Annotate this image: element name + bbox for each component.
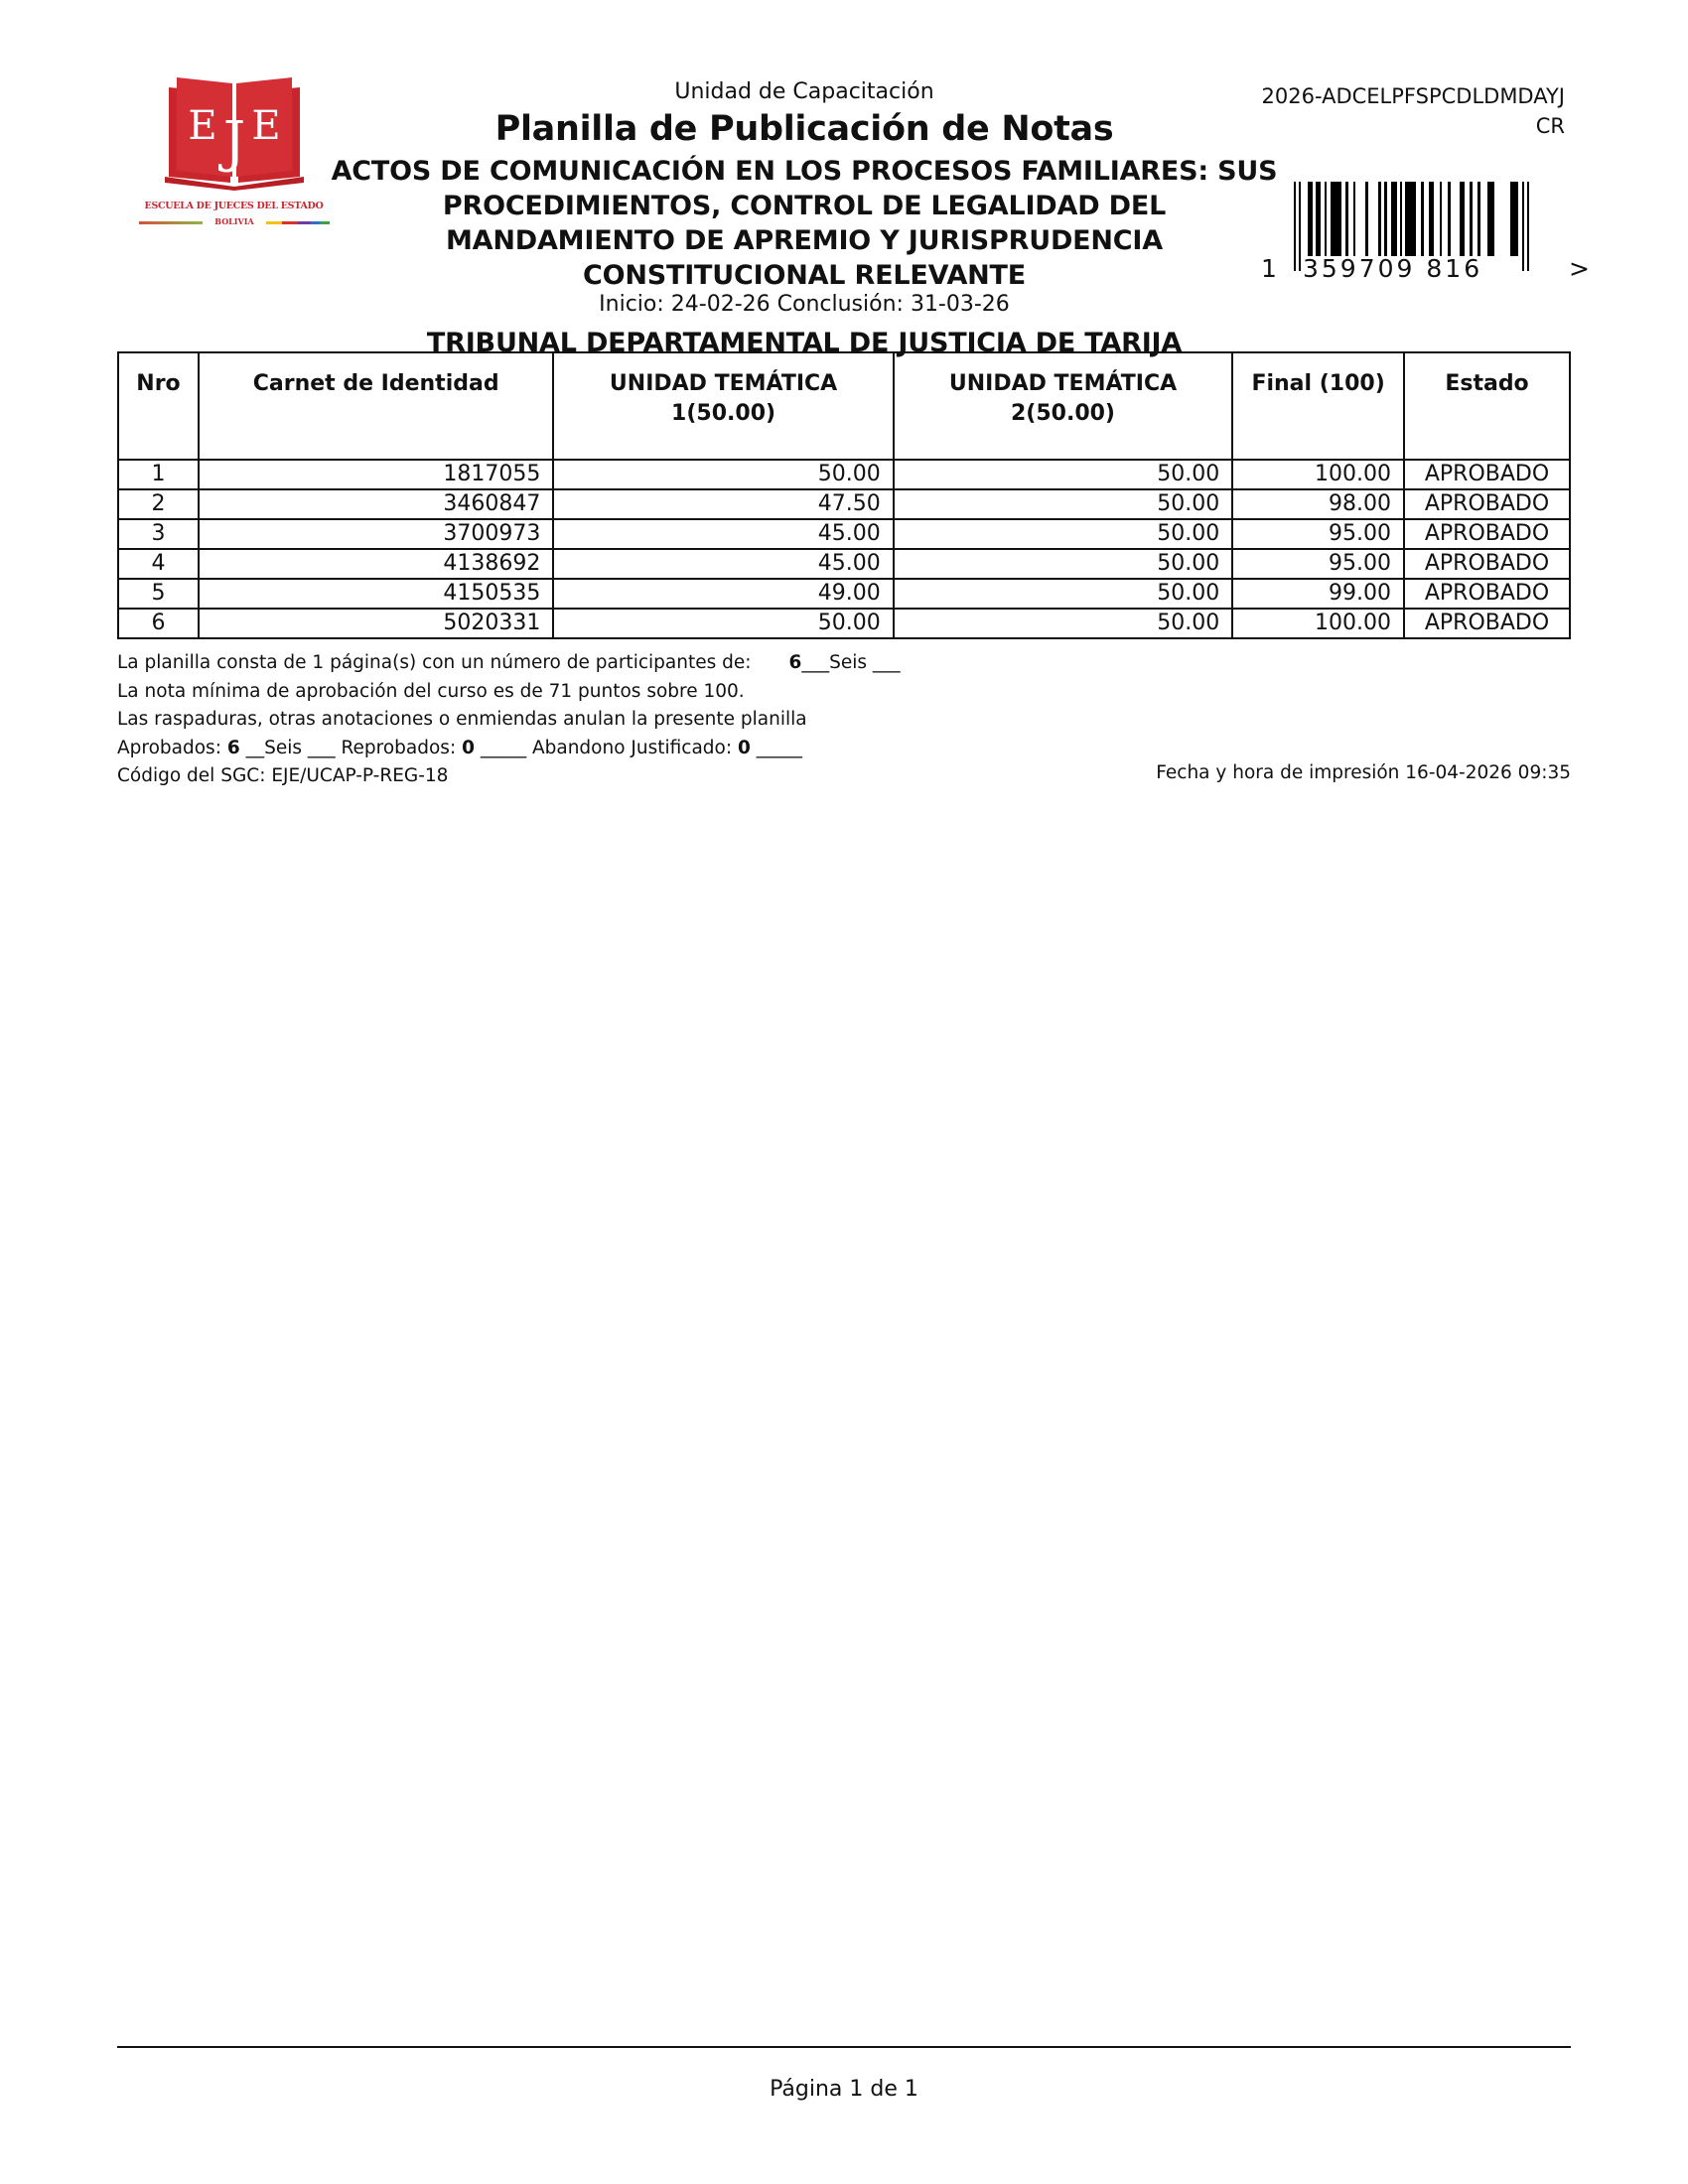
cell-final: 98.00 bbox=[1232, 489, 1404, 519]
cell-final: 100.00 bbox=[1232, 609, 1404, 638]
course-title-line-3: MANDAMIENTO DE APREMIO Y JURISPRUDENCIA bbox=[446, 225, 1163, 256]
cell-final: 95.00 bbox=[1232, 519, 1404, 549]
table-row bbox=[118, 549, 1570, 579]
print-timestamp: Fecha y hora de impresión 16-04-2026 09:35 bbox=[1156, 762, 1571, 783]
cell-nro: 6 bbox=[118, 609, 199, 638]
logo-country-row bbox=[137, 216, 331, 228]
svg-text:E: E bbox=[188, 103, 217, 149]
cell-final: 95.00 bbox=[1232, 549, 1404, 579]
course-title bbox=[328, 154, 1281, 298]
barcode-trailer: > bbox=[1569, 254, 1590, 283]
cell-nro: 4 bbox=[118, 549, 199, 579]
cell-unidad-1: 49.00 bbox=[553, 579, 893, 609]
logo-caption: ESCUELA DE JUECES DEL ESTADO bbox=[144, 201, 324, 211]
col-header-carnet: Carnet de Identidad bbox=[199, 352, 553, 460]
table-row bbox=[118, 519, 1570, 549]
document-code: 2026-ADCELPFSPCDLDMDAYJCR bbox=[1261, 84, 1565, 138]
cell-unidad-1: 50.00 bbox=[553, 460, 893, 489]
cell-final: 100.00 bbox=[1232, 460, 1404, 489]
cell-estado: APROBADO bbox=[1404, 489, 1570, 519]
table-row bbox=[118, 579, 1570, 609]
cell-unidad-2: 50.00 bbox=[894, 489, 1232, 519]
failed-count: 0 bbox=[462, 737, 475, 758]
cell-estado: APROBADO bbox=[1404, 549, 1570, 579]
col-header-final: Final (100) bbox=[1232, 352, 1404, 460]
table-row bbox=[118, 460, 1570, 489]
cell-nro: 2 bbox=[118, 489, 199, 519]
svg-text:J: J bbox=[222, 110, 246, 175]
cell-carnet: 4138692 bbox=[199, 549, 553, 579]
col-header-unidad-2: UNIDAD TEMÁTICA 2(50.00) bbox=[894, 352, 1232, 460]
cell-unidad-1: 45.00 bbox=[553, 549, 893, 579]
cell-unidad-2: 50.00 bbox=[894, 609, 1232, 638]
col-header-estado: Estado bbox=[1404, 352, 1570, 460]
cell-nro: 5 bbox=[118, 579, 199, 609]
cell-carnet: 5020331 bbox=[199, 609, 553, 638]
course-dates: Inicio: 24-02-26 Conclusión: 31-03-26 bbox=[599, 292, 1010, 317]
barcode-first-digit: 1 bbox=[1261, 254, 1277, 283]
page-title: Planilla de Publicación de Notas bbox=[494, 109, 1114, 149]
cell-carnet: 4150535 bbox=[199, 579, 553, 609]
flag-stripe-left bbox=[139, 221, 203, 224]
cell-unidad-2: 50.00 bbox=[894, 549, 1232, 579]
cell-estado: APROBADO bbox=[1404, 609, 1570, 638]
grades-table bbox=[117, 351, 1571, 639]
cell-unidad-1: 50.00 bbox=[553, 609, 893, 638]
cell-carnet: 3460847 bbox=[199, 489, 553, 519]
abandon-count: 0 bbox=[737, 737, 751, 758]
col-header-nro: Nro bbox=[118, 352, 199, 460]
warning-line: Las raspaduras, otras anotaciones o enmiendas anulan la presente planilla bbox=[117, 709, 807, 730]
tribunal-name: TRIBUNAL DEPARTAMENTAL DE JUSTICIA DE TARIJA bbox=[426, 328, 1183, 358]
svg-text:E: E bbox=[251, 103, 281, 149]
cell-unidad-2: 50.00 bbox=[894, 579, 1232, 609]
cell-estado: APROBADO bbox=[1404, 579, 1570, 609]
cell-unidad-1: 47.50 bbox=[553, 489, 893, 519]
open-book-icon bbox=[165, 77, 304, 191]
cell-final: 99.00 bbox=[1232, 579, 1404, 609]
min-grade-line: La nota mínima de aprobación del curso es de 71 puntos sobre 100. bbox=[117, 680, 745, 702]
cell-carnet: 1817055 bbox=[199, 460, 553, 489]
course-title-line-2: PROCEDIMIENTOS, CONTROL DE LEGALIDAD DEL bbox=[442, 191, 1167, 221]
participants-line: La planilla consta de 1 página(s) con un número de participantes de: 6___Seis ___ bbox=[117, 652, 901, 673]
approved-count: 6 bbox=[226, 737, 240, 758]
footer-divider bbox=[117, 2046, 1571, 2048]
wiphala-stripe-right bbox=[266, 221, 330, 224]
cell-unidad-2: 50.00 bbox=[894, 460, 1232, 489]
table-row bbox=[118, 489, 1570, 519]
course-title-line-4: CONSTITUCIONAL RELEVANTE bbox=[582, 260, 1027, 291]
unit-name: Unidad de Capacitación bbox=[674, 79, 934, 104]
page-number: Página 1 de 1 bbox=[770, 2077, 918, 2102]
cell-estado: APROBADO bbox=[1404, 519, 1570, 549]
participants-count: 6 bbox=[788, 652, 802, 673]
sgc-code-line: Código del SGC: EJE/UCAP-P-REG-18 bbox=[117, 765, 449, 786]
cell-unidad-2: 50.00 bbox=[894, 519, 1232, 549]
cell-carnet: 3700973 bbox=[199, 519, 553, 549]
notes-block bbox=[117, 649, 901, 791]
cell-estado: APROBADO bbox=[1404, 460, 1570, 489]
logo-country: BOLIVIA bbox=[214, 216, 254, 226]
table-header-row bbox=[118, 352, 1570, 460]
table-row bbox=[118, 609, 1570, 638]
cell-unidad-1: 45.00 bbox=[553, 519, 893, 549]
summary-line: Aprobados: 6 __Seis ___ Reprobados: 0 _____ Abandono Justificado: 0 _____ bbox=[117, 737, 802, 758]
course-title-line-1: ACTOS DE COMUNICACIÓN EN LOS PROCESOS FAMILIARES: SUS bbox=[331, 156, 1278, 187]
cell-nro: 3 bbox=[118, 519, 199, 549]
barcode-digits: 359709 816 bbox=[1303, 254, 1483, 283]
cell-nro: 1 bbox=[118, 460, 199, 489]
col-header-unidad-1: UNIDAD TEMÁTICA 1(50.00) bbox=[553, 352, 893, 460]
eje-logo bbox=[137, 77, 331, 232]
